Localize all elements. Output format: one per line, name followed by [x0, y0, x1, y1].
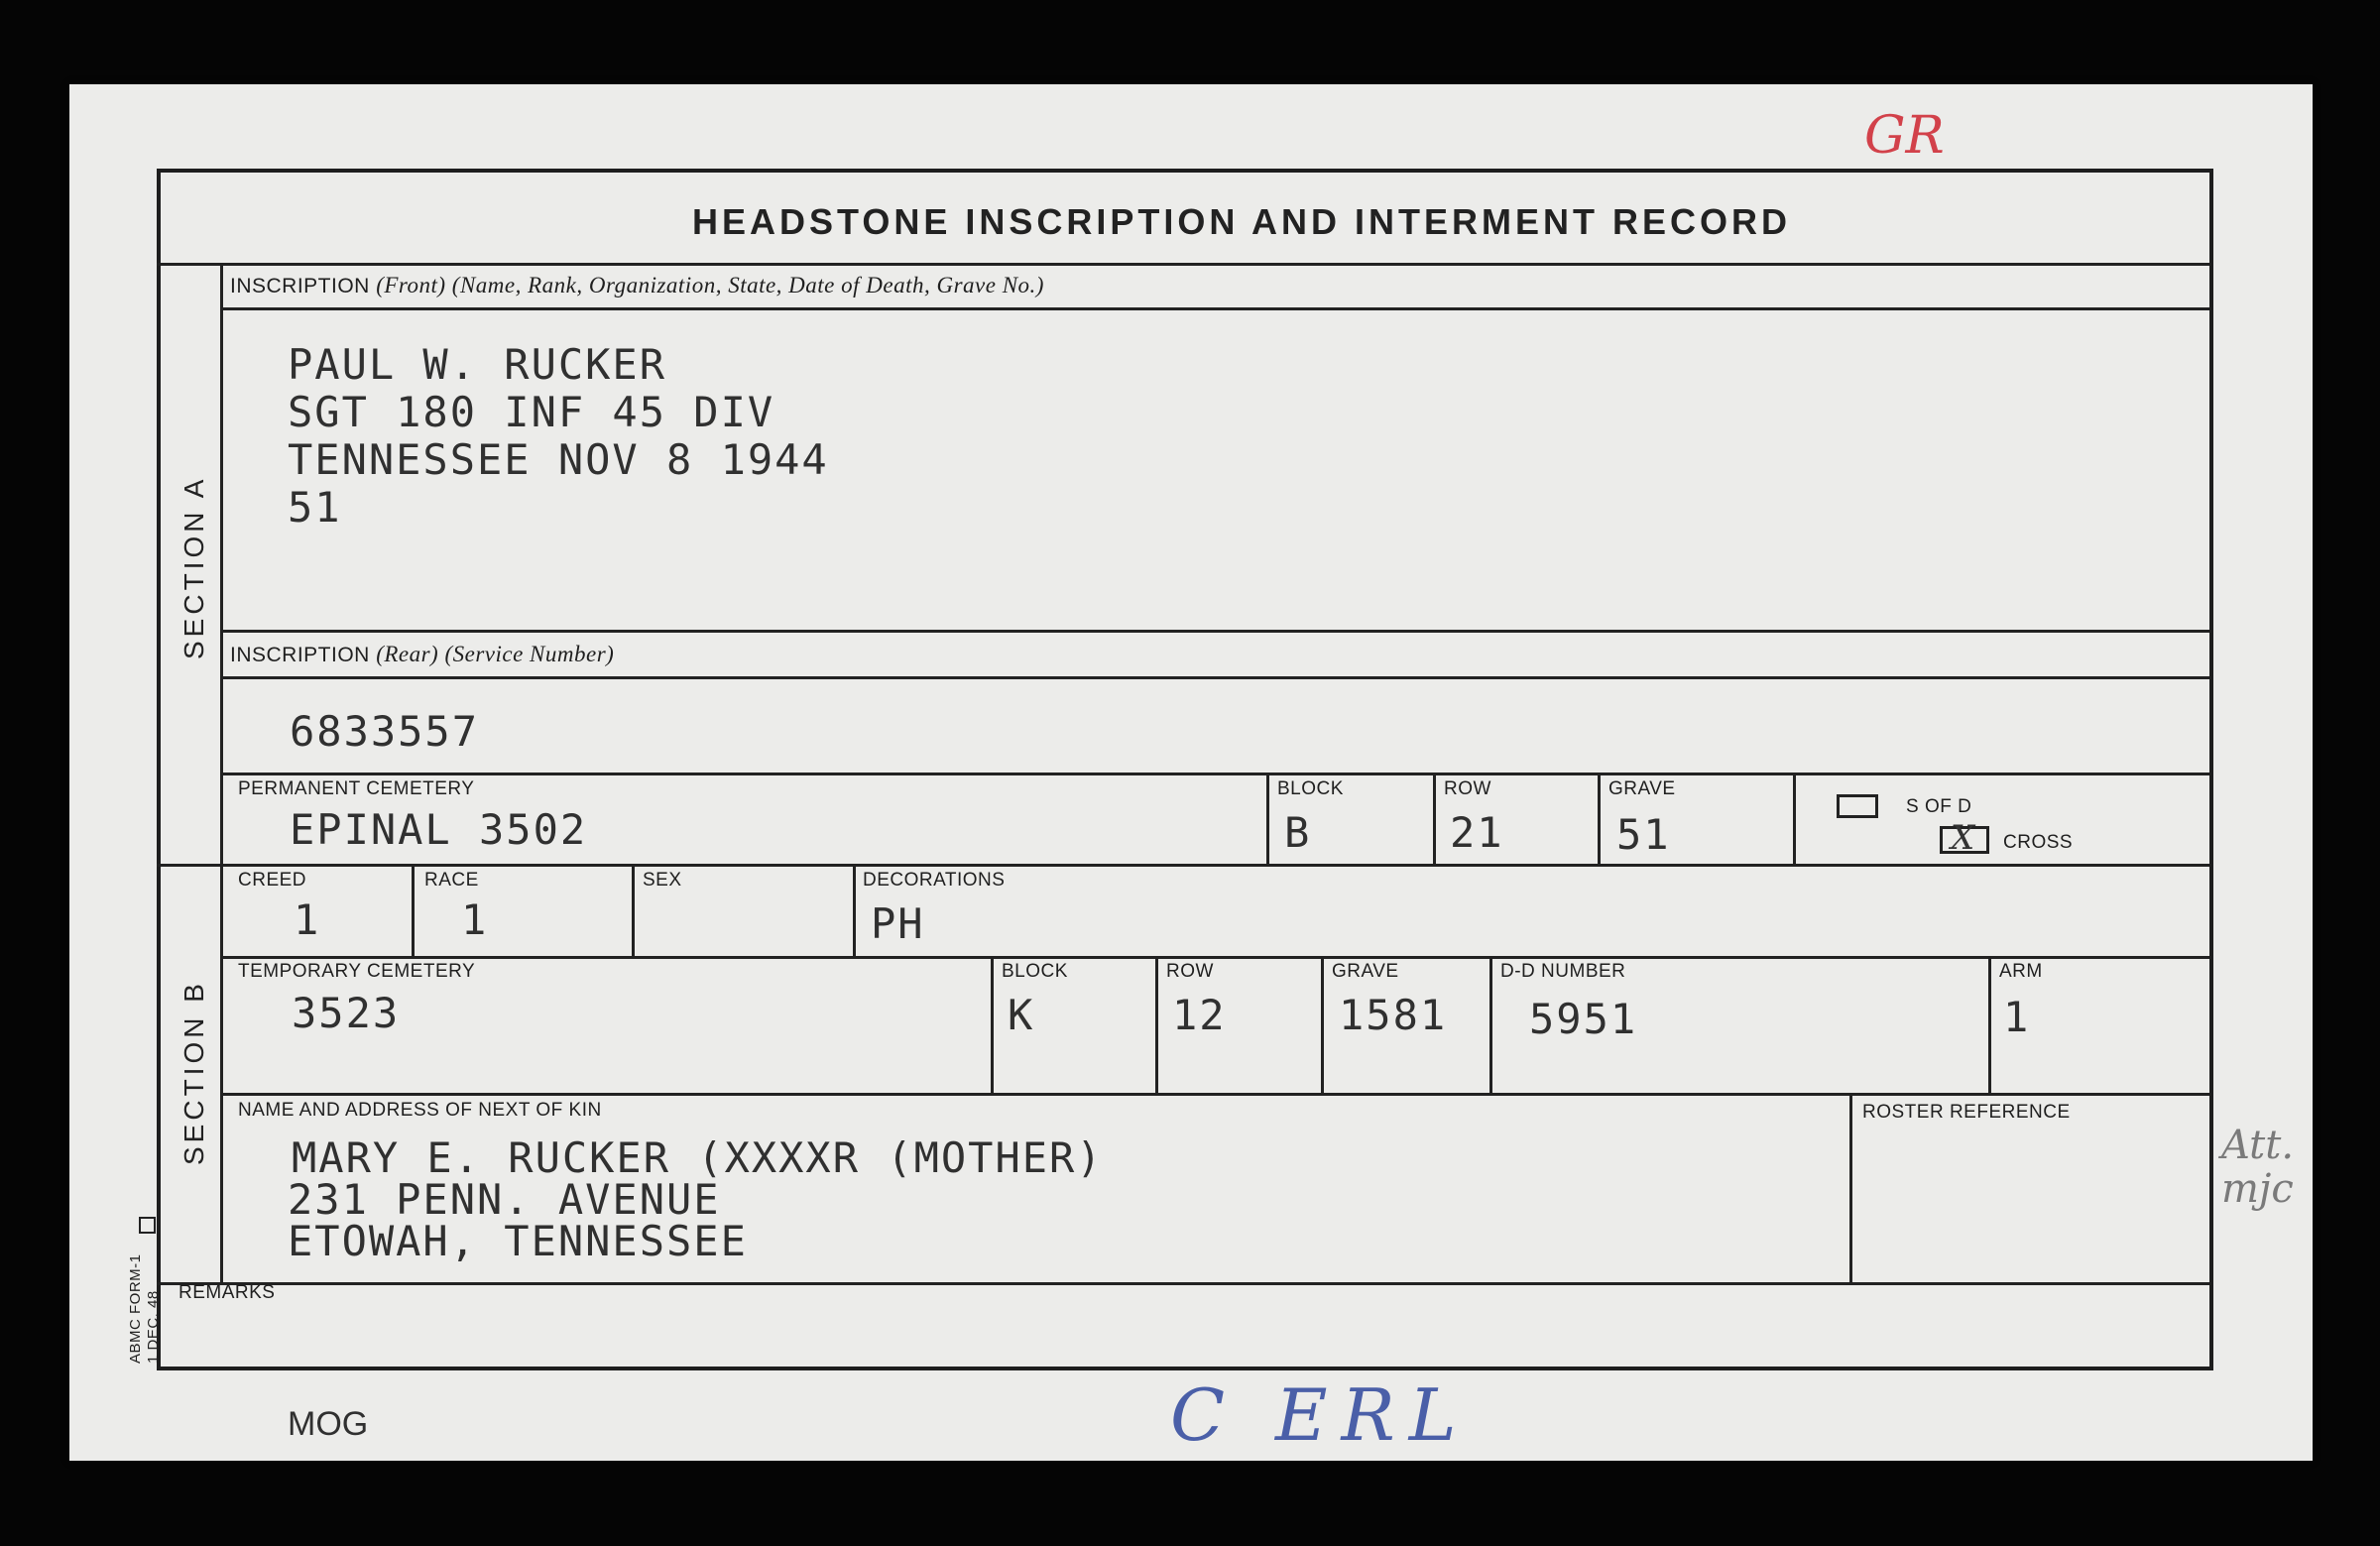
- next-of-kin-line-3: ETOWAH, TENNESSEE: [288, 1217, 748, 1265]
- bottom-code: MOG: [288, 1405, 369, 1443]
- bottom-blue-note: C ERL: [1170, 1373, 1471, 1457]
- decorations-label: DECORATIONS: [863, 870, 1006, 891]
- inscription-front-line-4: 51: [288, 483, 342, 532]
- creed-value: 1: [294, 895, 321, 944]
- temporary-grave-label: GRAVE: [1332, 961, 1399, 982]
- service-number: 6833557: [290, 707, 480, 756]
- permanent-grave-value: 51: [1616, 810, 1671, 859]
- creed-label: CREED: [238, 870, 307, 891]
- sex-label: SEX: [643, 870, 682, 891]
- inscription-rear-label: INSCRIPTION (Rear) (Service Number): [230, 642, 615, 666]
- section-a-label: SECTION A: [178, 475, 209, 659]
- roster-reference-label: ROSTER REFERENCE: [1862, 1102, 2071, 1123]
- permanent-cemetery-value: EPINAL 3502: [290, 805, 588, 854]
- temporary-cemetery-value: 3523: [292, 989, 401, 1037]
- temporary-row-label: ROW: [1166, 961, 1214, 982]
- inscription-front-line-1: PAUL W. RUCKER: [288, 340, 667, 389]
- remarks-label: REMARKS: [178, 1282, 276, 1303]
- record-card: [69, 84, 2313, 1461]
- next-of-kin-line-1: MARY E. RUCKER (XXXXR (MOTHER): [292, 1133, 1104, 1182]
- permanent-block-label: BLOCK: [1277, 778, 1344, 799]
- sofd-checkbox[interactable]: [1837, 794, 1878, 818]
- inscription-front-line-3: TENNESSEE NOV 8 1944: [288, 435, 829, 484]
- side-initials: Att. mjc: [2221, 1123, 2295, 1212]
- form-id-checkbox: [139, 1217, 156, 1234]
- permanent-cemetery-label: PERMANENT CEMETERY: [238, 778, 475, 799]
- sofd-label: S OF D: [1906, 796, 1972, 817]
- dd-number-label: D-D NUMBER: [1500, 961, 1626, 982]
- permanent-grave-label: GRAVE: [1608, 778, 1676, 799]
- temporary-grave-value: 1581: [1339, 991, 1448, 1039]
- temporary-block-value: K: [1008, 991, 1035, 1039]
- temporary-block-label: BLOCK: [1002, 961, 1068, 982]
- dd-number-value: 5951: [1529, 995, 1638, 1043]
- permanent-row-label: ROW: [1444, 778, 1491, 799]
- race-value: 1: [461, 895, 489, 944]
- section-b-label: SECTION B: [178, 980, 209, 1165]
- handwritten-red-mark: GR: [1864, 106, 1945, 166]
- cross-label: CROSS: [2003, 832, 2074, 853]
- cross-check-mark: X: [1951, 818, 1975, 858]
- inscription-front-line-2: SGT 180 INF 45 DIV: [288, 388, 775, 436]
- inscription-front-label: INSCRIPTION (Front) (Name, Rank, Organization, State, Date of Death, Grave No.): [230, 273, 1044, 297]
- permanent-block-value: B: [1284, 808, 1312, 857]
- permanent-row-value: 21: [1450, 808, 1504, 857]
- form-title: HEADSTONE INSCRIPTION AND INTERMENT RECORD: [692, 201, 1792, 242]
- temporary-row-value: 12: [1172, 991, 1227, 1039]
- next-of-kin-line-2: 231 PENN. AVENUE: [288, 1175, 721, 1224]
- decorations-value: PH: [871, 899, 925, 948]
- arm-value: 1: [2003, 993, 2031, 1041]
- temporary-cemetery-label: TEMPORARY CEMETERY: [238, 961, 476, 982]
- form-id: ABMC FORM-1 1 DEC. 48: [127, 1253, 162, 1364]
- arm-label: ARM: [1999, 961, 2043, 982]
- race-label: RACE: [424, 870, 479, 891]
- next-of-kin-label: NAME AND ADDRESS OF NEXT OF KIN: [238, 1100, 602, 1121]
